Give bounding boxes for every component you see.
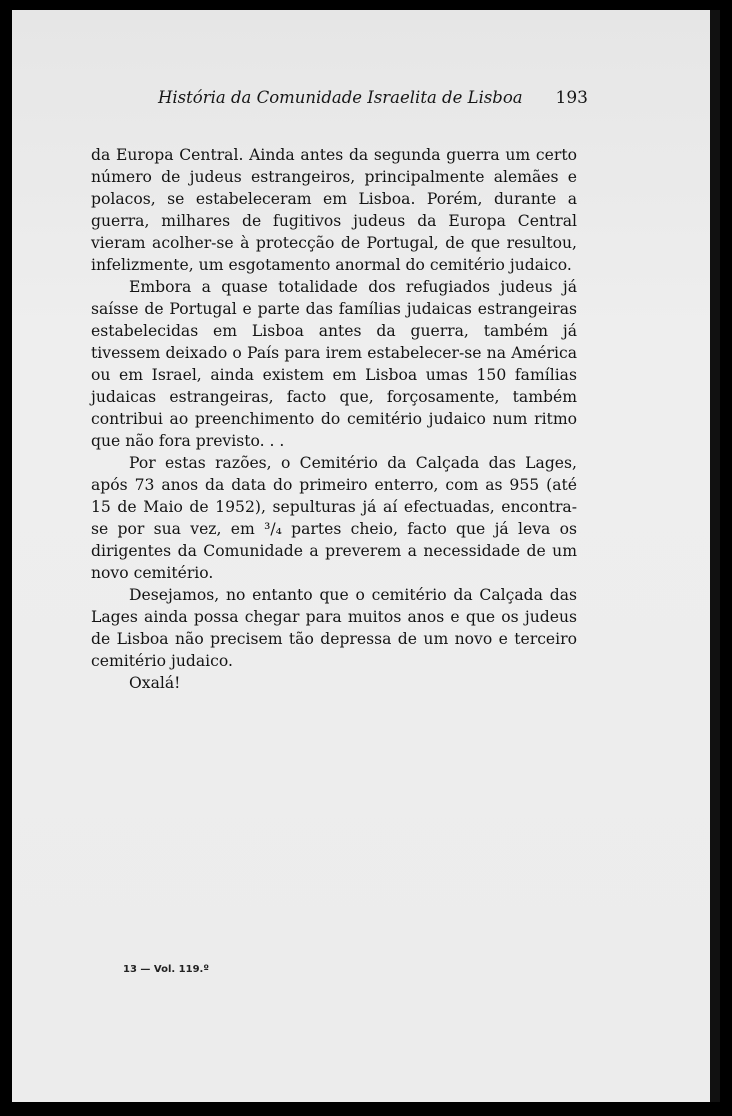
paragraph-1: da Europa Central. Ainda antes da segunda guerra um certo número de judeus estrangeiros, principalmente alemães e polacos, se estabeleceram em Lisboa. Porém, durante a guerra, milhares de fugitivos judeus da Europa Central vieram acolher-se à protecção de Portugal, de que resultou, infelizmente, um esgotamento anormal do cemitério judaico.	[91, 146, 577, 274]
body-text	[91, 144, 577, 694]
paragraph-3: Por estas razões, o Cemitério da Calçada das Lages, após 73 anos da data do primeiro enterro, com as 955 (até 15 de Maio de 1952), sepulturas já aí efectuadas, encontra-se por sua vez, em ³/₄ partes cheio, facto que já leva os dirigentes da Comunidade a preverem a necessidade de um novo cemitério.	[91, 454, 577, 582]
page-number: 193	[555, 88, 588, 108]
paragraph-4: Desejamos, no entanto que o cemitério da Calçada das Lages ainda possa chegar para muitos anos e que os judeus de Lisboa não precisem tão depressa de um novo e terceiro cemitério judaico.	[91, 586, 577, 670]
running-header	[158, 88, 588, 108]
paragraph-2: Embora a quase totalidade dos refugiados judeus já saísse de Portugal e parte das famílias judaicas estrangeiras estabelecidas em Lisboa antes da guerra, também já tivessem deixado o País para irem estabelecer-se na América ou em Israel, ainda existem em Lisboa umas 150 famílias judaicas estrangeiras, facto que, forçosamente, também contribui ao preenchimento do cemitério judaico num ritmo que não fora previsto. . .	[91, 278, 577, 450]
paragraph-5: Oxalá!	[129, 674, 181, 692]
printer-signature: 13 — Vol. 119.º	[123, 964, 209, 975]
running-title: História da Comunidade Israelita de Lisboa	[158, 88, 523, 107]
book-page	[12, 10, 720, 1102]
